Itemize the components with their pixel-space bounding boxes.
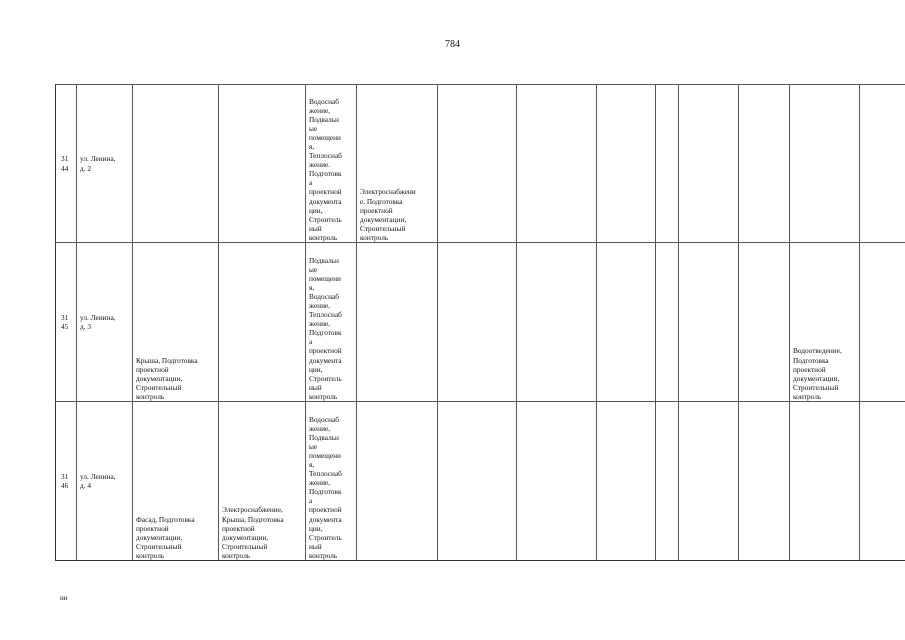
address-cell: ул. Ленина, д. 2 — [77, 85, 133, 243]
work-cell: Водоотведение, Подготовка проектной документации, Строительный контроль — [790, 243, 860, 402]
empty-cell — [438, 85, 517, 243]
empty-cell — [656, 243, 679, 402]
row-number-cell: 31 45 — [56, 243, 77, 402]
work-cell: Подвальн ые помещени я, Водоснаб жение, Теплоснаб жение, Подготовк а проектной документа ции, Строитель ный контроль — [306, 243, 357, 402]
empty-cell — [656, 402, 679, 561]
empty-cell — [597, 402, 656, 561]
empty-cell — [739, 402, 790, 561]
work-cell: Водоснаб жение, Подвальн ые помещени я, Теплоснаб жение, Подготовк а проектной документа ции, Строитель ный контроль — [306, 402, 357, 561]
empty-cell — [860, 402, 905, 561]
work-cell — [219, 243, 306, 402]
empty-cell — [597, 85, 656, 243]
row-number-cell: 31 46 — [56, 402, 77, 561]
empty-cell — [517, 243, 597, 402]
empty-cell — [679, 243, 739, 402]
empty-cell — [517, 85, 597, 243]
work-cell: Водоснаб жение, Подвальн ые помещени я, Теплоснаб жение. Подготовк а проектной документа ции, Строитель ный контроль — [306, 85, 357, 243]
empty-cell — [739, 85, 790, 243]
work-cell: Крыша, Подготовка проектной документации, Строительный контроль — [133, 243, 219, 402]
address-cell: ул. Ленина, д. 3 — [77, 243, 133, 402]
table-row — [56, 243, 905, 402]
work-cell — [357, 243, 438, 402]
work-cell: Электроснабжени е, Подготовка проектной документации, Строительный контроль — [357, 85, 438, 243]
work-cell: Электроснабжение, Крыша, Подготовка проектной документации, Строительный контроль — [219, 402, 306, 561]
empty-cell — [679, 85, 739, 243]
empty-cell — [860, 85, 905, 243]
empty-cell — [656, 85, 679, 243]
footer-mark: нн — [60, 594, 68, 602]
work-schedule-table — [55, 84, 905, 561]
empty-cell — [597, 243, 656, 402]
row-number-cell: 31 44 — [56, 85, 77, 243]
work-cell — [219, 85, 306, 243]
empty-cell — [739, 243, 790, 402]
work-cell: Фасад, Подготовка проектной документации, Строительный контроль — [133, 402, 219, 561]
address-cell: ул. Ленина, д. 4 — [77, 402, 133, 561]
work-cell — [790, 402, 860, 561]
work-cell — [790, 85, 860, 243]
table-row — [56, 402, 905, 561]
empty-cell — [517, 402, 597, 561]
empty-cell — [679, 402, 739, 561]
table-row — [56, 85, 905, 243]
work-cell — [357, 402, 438, 561]
empty-cell — [438, 243, 517, 402]
empty-cell — [860, 243, 905, 402]
empty-cell — [438, 402, 517, 561]
page-number: 784 — [445, 39, 460, 50]
work-cell — [133, 85, 219, 243]
